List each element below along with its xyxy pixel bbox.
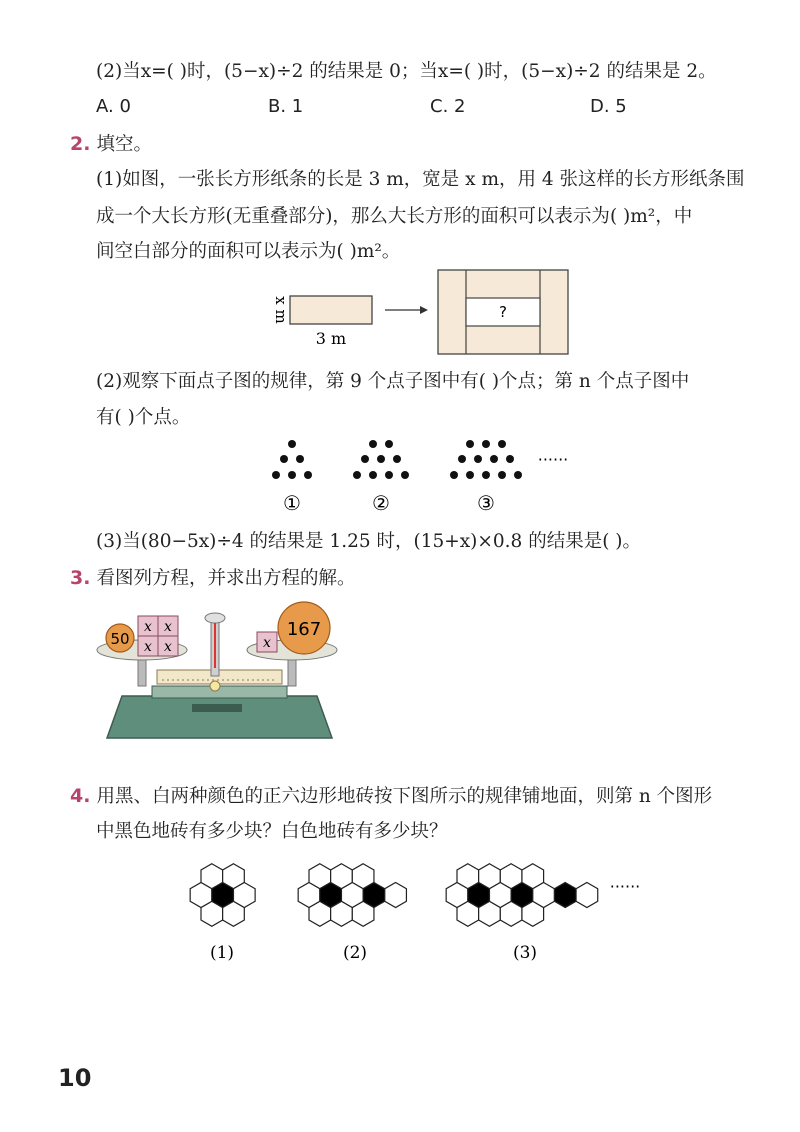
white-hex-tile xyxy=(341,883,363,908)
hex-ellipsis: ······ xyxy=(609,877,641,896)
white-hex-tile xyxy=(233,883,255,908)
q2-2-line1: (2)观察下面点子图的规律，第 9 个点子图中有( )个点；第 n 个点子图中 xyxy=(96,371,690,392)
q4-number: 4. xyxy=(70,785,91,807)
option-b: B. 1 xyxy=(268,96,304,117)
white-hex-tile xyxy=(489,883,511,908)
big-rectangle xyxy=(438,270,568,354)
white-hex-tile xyxy=(385,883,407,908)
q2-1-line2: 成一个大长方形(无重叠部分)，那么大长方形的面积可以表示为( )m²，中 xyxy=(96,206,693,227)
dot-patterns xyxy=(265,435,585,517)
dot-pattern-1 xyxy=(272,440,312,479)
q2-title: 填空。 xyxy=(96,134,152,155)
strip-length-label: 3 m xyxy=(315,329,347,348)
q2-2-line2: 有( )个点。 xyxy=(96,407,191,428)
q4-text-1: 用黑、白两种颜色的正六边形地砖按下图所示的规律铺地面，则第 n 个图形 xyxy=(96,786,713,807)
option-d: D. 5 xyxy=(590,96,627,117)
option-c: C. 2 xyxy=(430,96,466,117)
option-a: A. 0 xyxy=(96,96,131,117)
q3-title: 看图列方程，并求出方程的解。 xyxy=(96,568,356,589)
hexagon-patterns xyxy=(185,850,665,970)
q1-2-text: (2)当x=( )时，(5−x)÷2 的结果是 0；当x=( )时，(5−x)÷2 的结果是 2。 xyxy=(96,61,717,82)
hex-label-1: (1) xyxy=(209,943,235,963)
strip-width-label: x m xyxy=(272,296,290,324)
dot-label-3: ③ xyxy=(477,491,495,515)
x-label: x xyxy=(144,619,152,635)
x-label: x xyxy=(263,635,271,651)
dot-label-1: ① xyxy=(283,491,301,515)
white-hex-tile xyxy=(446,883,468,908)
q3-number: 3. xyxy=(70,567,91,589)
q2-1-line1: (1)如图，一张长方形纸条的长是 3 m，宽是 x m，用 4 张这样的长方形纸条围 xyxy=(96,169,745,190)
dot-pattern-3 xyxy=(450,440,522,479)
center-question-mark: ? xyxy=(499,303,507,321)
white-hex-tile xyxy=(533,883,555,908)
q2-1-line3: 间空白部分的面积可以表示为( )m²。 xyxy=(96,241,401,262)
dot-label-2: ② xyxy=(372,491,390,515)
black-hex-tile xyxy=(554,883,576,908)
x-label: x xyxy=(144,639,152,655)
black-hex-tile xyxy=(320,883,342,908)
hex-label-2: (2) xyxy=(342,943,368,963)
x-label: x xyxy=(164,619,172,635)
q2-3-line: (3)当(80−5x)÷4 的结果是 1.25 时，(15+x)×0.8 的结果是( )。 xyxy=(96,531,642,552)
white-hex-tile xyxy=(190,883,212,908)
hex-label-3: (3) xyxy=(512,943,538,963)
left-weight-label: 50 xyxy=(110,630,130,648)
black-hex-tile xyxy=(363,883,385,908)
q3-heading xyxy=(70,566,355,591)
left-x-boxes xyxy=(138,616,178,656)
q4-line1 xyxy=(70,784,712,809)
page-number: 10 xyxy=(58,1064,92,1092)
q2-heading xyxy=(70,132,152,157)
black-hex-tile xyxy=(468,883,490,908)
right-weight-label: 167 xyxy=(286,619,322,640)
dot-pattern-2 xyxy=(353,440,409,479)
black-hex-tile xyxy=(212,883,234,908)
strip-figure xyxy=(260,268,570,358)
q4-line2: 中黑色地砖有多少块？白色地砖有多少块？ xyxy=(96,821,448,842)
white-hex-tile xyxy=(298,883,320,908)
dots-ellipsis: ······ xyxy=(537,450,569,469)
x-label: x xyxy=(164,639,172,655)
balance-scale xyxy=(92,598,347,748)
white-hex-tile xyxy=(576,883,598,908)
black-hex-tile xyxy=(511,883,533,908)
q2-number: 2. xyxy=(70,133,91,155)
